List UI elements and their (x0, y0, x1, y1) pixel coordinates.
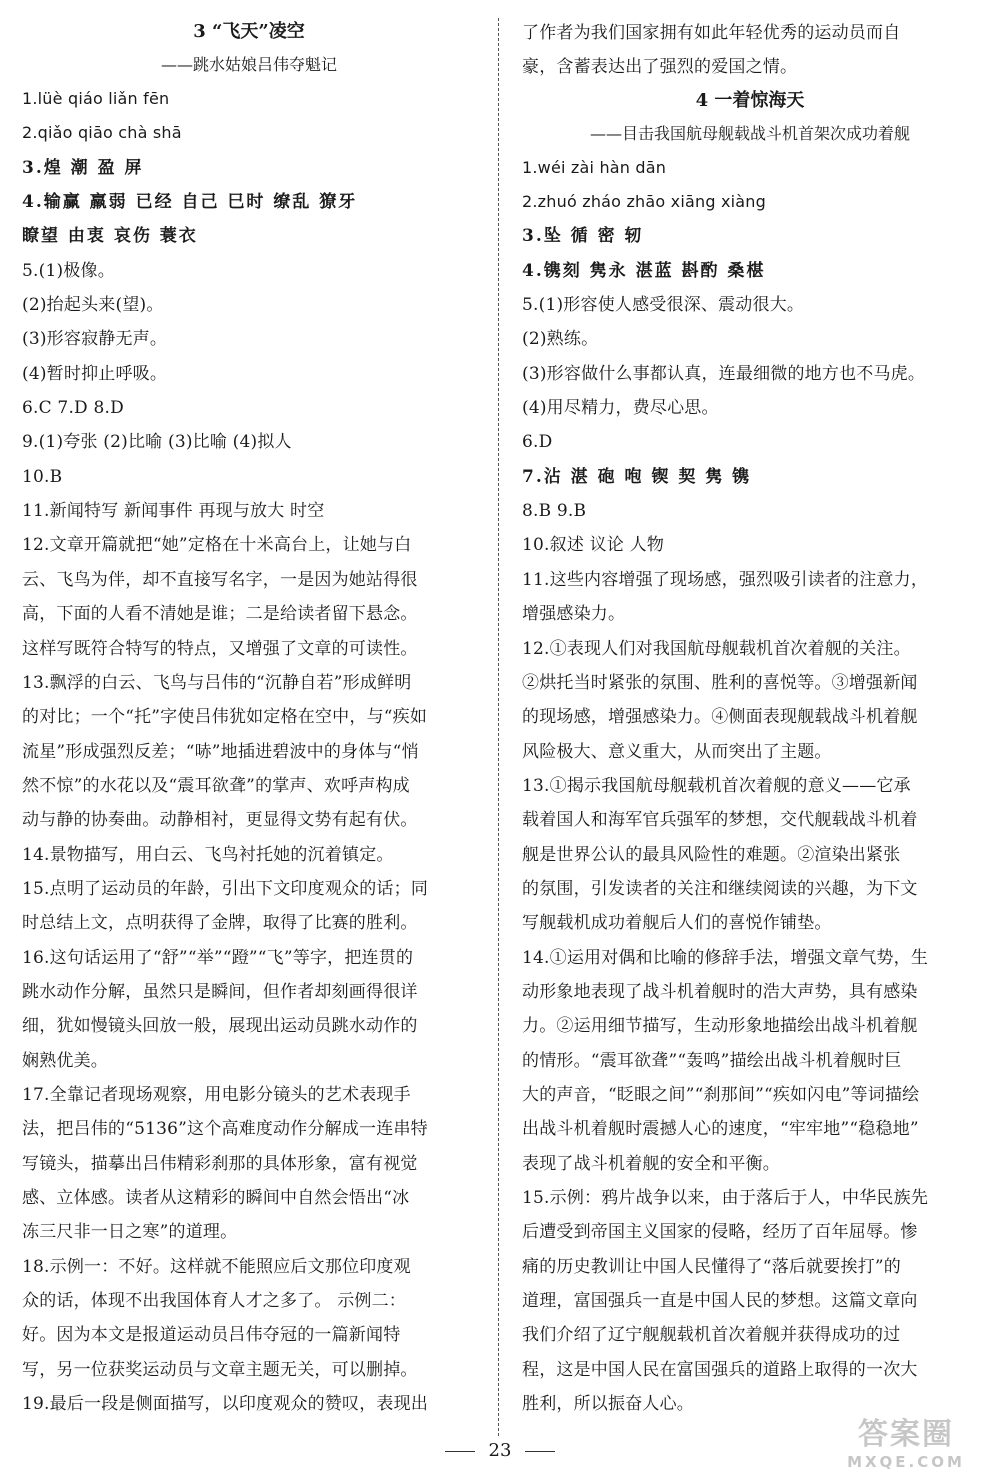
answer-line: 云、飞鸟为伴，却不直接写名字，一是因为她站得很 (22, 569, 418, 590)
answer-line: 写，另一位获奖运动员与文章主题无关，可以删掉。 (22, 1359, 418, 1380)
answer-line: 13.飘浮的白云、飞鸟与吕伟的“沉静自若”形成鲜明 (22, 672, 412, 693)
answer-line: (4)用尽精力，费尽心思。 (522, 398, 719, 419)
column-divider (498, 18, 499, 1436)
answer-line: 好。因为本文是报道运动员吕伟夺冠的一篇新闻特 (22, 1325, 401, 1346)
answer-line: (4)暂时抑止呼吸。 (22, 363, 168, 384)
answer-line: 14.①运用对偶和比喻的修辞手法，增强文章气势，生 (522, 947, 929, 968)
answer-line: 的现场感，增强感染力。④侧面表现舰载战斗机着舰 (522, 707, 918, 728)
answer-line: 写舰载机成功着舰后人们的喜悦作铺垫。 (522, 913, 832, 934)
answer-list-right (522, 151, 978, 1422)
right-column (522, 16, 978, 1421)
answer-line: 法，把吕伟的“5136”这个高难度动作分解成一连串特 (22, 1119, 428, 1140)
answer-line: 3.煌 潮 盈 屏 (22, 157, 144, 178)
watermark-bottom-text: MXQE.COM (847, 1453, 965, 1471)
answer-line: 1.lüè qiáo liǎn fēn (22, 89, 170, 108)
answer-line: ②烘托当时紧张的氛围、胜利的喜悦等。③增强新闻 (522, 672, 918, 693)
answer-line: 动形象地表现了战斗机着舰时的浩大声势，具有感染 (522, 981, 918, 1002)
answer-line: 时总结上文，点明获得了金牌，取得了比赛的胜利。 (22, 913, 418, 934)
answer-line: 动与静的协奏曲。动静相衬，更显得文势有起有伏。 (22, 810, 418, 831)
answer-line: 15.示例：鸦片战争以来，由于落后于人，中华民族先 (522, 1188, 929, 1208)
answer-line: 胜利，所以振奋人心。 (522, 1394, 694, 1415)
answer-line: 6.D (522, 432, 553, 453)
answer-line: 19.最后一段是侧面描写，以印度观众的赞叹，表现出 (22, 1394, 429, 1415)
answer-line: 的情形。“震耳欲聋”“轰鸣”描绘出战斗机着舰时巨 (522, 1050, 902, 1071)
answer-line: 然不惊”的水花以及“震耳欲聋”的掌声、欢呼声构成 (22, 775, 410, 796)
answer-line: 豪，含蓄表达出了强烈的爱国之情。 (522, 57, 798, 78)
section-title-4: 4 一着惊海天 (695, 89, 805, 111)
answer-line: 14.景物描写，用白云、飞鸟衬托她的沉着镇定。 (22, 844, 394, 865)
page-number-text: 23 (488, 1440, 512, 1461)
answer-line: 5.(1)极像。 (22, 260, 115, 281)
answer-line: 16.这句话运用了“舒”“举”“蹬”“飞”等字，把连贯的 (22, 947, 414, 968)
answer-line: 8.B 9.B (522, 501, 587, 522)
answer-line: 的氛围，引发读者的关注和继续阅读的兴趣，为下文 (522, 878, 918, 899)
answer-line: (2)熟练。 (522, 329, 599, 350)
answer-line: 2.qiǎo qiāo chà shā (22, 123, 182, 143)
answer-line: 我们介绍了辽宁舰舰载机首次着舰并获得成功的过 (522, 1325, 901, 1346)
answer-line: 12.文章开篇就把“她”定格在十米高台上，让她与白 (22, 535, 412, 556)
answer-line: 舰是世界公认的最具风险性的难题。②渲染出紧张 (522, 844, 901, 865)
answer-line: 增强感染力。 (522, 604, 626, 625)
answer-line: 力。②运用细节描写，生动形象地描绘出战斗机着舰 (522, 1016, 918, 1037)
continued-answer (522, 16, 978, 85)
answer-line: 冻三尺非一日之寒”的道理。 (22, 1222, 238, 1243)
answer-line: 11.新闻特写 新闻事件 再现与放大 时空 (22, 501, 325, 522)
answer-line: 这样写既符合特写的特点，又增强了文章的可读性。 (22, 638, 418, 659)
answer-line: 感、立体感。读者从这精彩的瞬间中自然会悟出“冰 (22, 1188, 410, 1208)
dash-left (445, 1451, 475, 1452)
section-title-3: 3 “飞天”凌空 (193, 21, 305, 42)
answer-line: 风险极大、意义重大，从而突出了主题。 (522, 741, 832, 762)
answer-list-left (22, 82, 476, 1421)
section-subtitle-3: ——跳水姑娘吕伟夺魁记 (160, 55, 337, 74)
answer-line: 18.示例一：不好。这样就不能照应后文那位印度观 (22, 1256, 411, 1277)
answer-line: 大的声音，“眨眼之间”“刹那间”“疾如闪电”等词描绘 (522, 1084, 920, 1105)
answer-line: 的对比；一个“托”字使吕伟犹如定格在空中，与“疾如 (22, 707, 428, 728)
section-subtitle-4: ——目击我国航母舰载战斗机首架次成功着舰 (589, 123, 910, 143)
answer-line: 表现了战斗机着舰的安全和平衡。 (522, 1153, 780, 1174)
watermark-logo (832, 1418, 980, 1478)
answer-line: 11.这些内容增强了现场感，强烈吸引读者的注意力， (522, 569, 929, 590)
answer-line: 17.全靠记者现场观察，用电影分镜头的艺术表现手 (22, 1084, 411, 1105)
watermark-top-text: 答案圈 (858, 1417, 954, 1452)
answer-line: 5.(1)形容使人感受很深、震动很大。 (522, 295, 805, 316)
answer-line: 程，这是中国人民在富国强兵的道路上取得的一次大 (522, 1359, 918, 1380)
answer-line: 4.镌刻 隽永 湛蓝 斟酌 桑椹 (522, 260, 766, 281)
answer-line: 娴熟优美。 (22, 1050, 108, 1071)
answer-line: 道理，富国强兵一直是中国人民的梦想。这篇文章向 (522, 1291, 918, 1312)
answer-line: 6.C 7.D 8.D (22, 398, 124, 419)
dash-right (525, 1451, 555, 1452)
answer-line: 细，犹如慢镜头回放一般，展现出运动员跳水动作的 (22, 1016, 418, 1037)
answer-line: 高，下面的人看不清她是谁；二是给读者留下悬念。 (22, 604, 418, 625)
answer-line: 10.叙述 议论 人物 (522, 535, 665, 556)
answer-line: 跳水动作分解，虽然只是瞬间，但作者却刻画得很详 (22, 981, 418, 1002)
answer-line: 7.沾 湛 砲 咆 锲 契 隽 镌 (522, 466, 752, 487)
answer-line: 4.输赢 羸弱 已经 自己 巳时 缭乱 獠牙 (22, 192, 358, 213)
answer-line: 写镜头，描摹出吕伟精彩刹那的具体形象，富有视觉 (22, 1153, 418, 1174)
answer-line: 9.(1)夸张 (2)比喻 (3)比喻 (4)拟人 (22, 432, 292, 453)
answer-line: 出战斗机着舰时震撼人心的速度，“牢牢地”“稳稳地” (522, 1119, 919, 1140)
answer-line: 13.①揭示我国航母舰载机首次着舰的意义——它承 (522, 775, 911, 796)
answer-line: 瞭望 由衷 哀伤 蓑衣 (22, 226, 198, 247)
answer-line: 载着国人和海军官兵强军的梦想，交代舰载战斗机着 (522, 810, 918, 831)
answer-line: 众的话，体现不出我国体育人才之多了。 示例二： (22, 1291, 407, 1312)
answer-line: 1.wéi zài hàn dān (522, 157, 667, 177)
left-column (22, 16, 476, 1421)
answer-line: 3.坠 循 密 轫 (522, 226, 644, 247)
answer-line: 2.zhuó zháo zhāo xiāng xiàng (522, 192, 766, 212)
answer-line: (3)形容寂静无声。 (22, 329, 168, 350)
answer-line: 痛的历史教训让中国人民懂得了“落后就要挨打”的 (522, 1256, 901, 1277)
answer-line: (2)抬起头来(望)。 (22, 295, 164, 316)
answer-line: 后遭受到帝国主义国家的侵略，经历了百年屈辱。惨 (522, 1222, 918, 1243)
answer-line: 15.点明了运动员的年龄，引出下文印度观众的话；同 (22, 878, 429, 899)
answer-line: 10.B (22, 466, 63, 487)
answer-line: 了作者为我们国家拥有如此年轻优秀的运动员而自 (522, 23, 901, 43)
answer-line: 流星”形成强烈反差；“哧”地插进碧波中的身体与“悄 (22, 741, 419, 762)
answer-line: 12.①表现人们对我国航母舰载机首次着舰的关注。 (522, 638, 911, 659)
answer-line: (3)形容做什么事都认真，连最细微的地方也不马虎。 (522, 363, 926, 384)
